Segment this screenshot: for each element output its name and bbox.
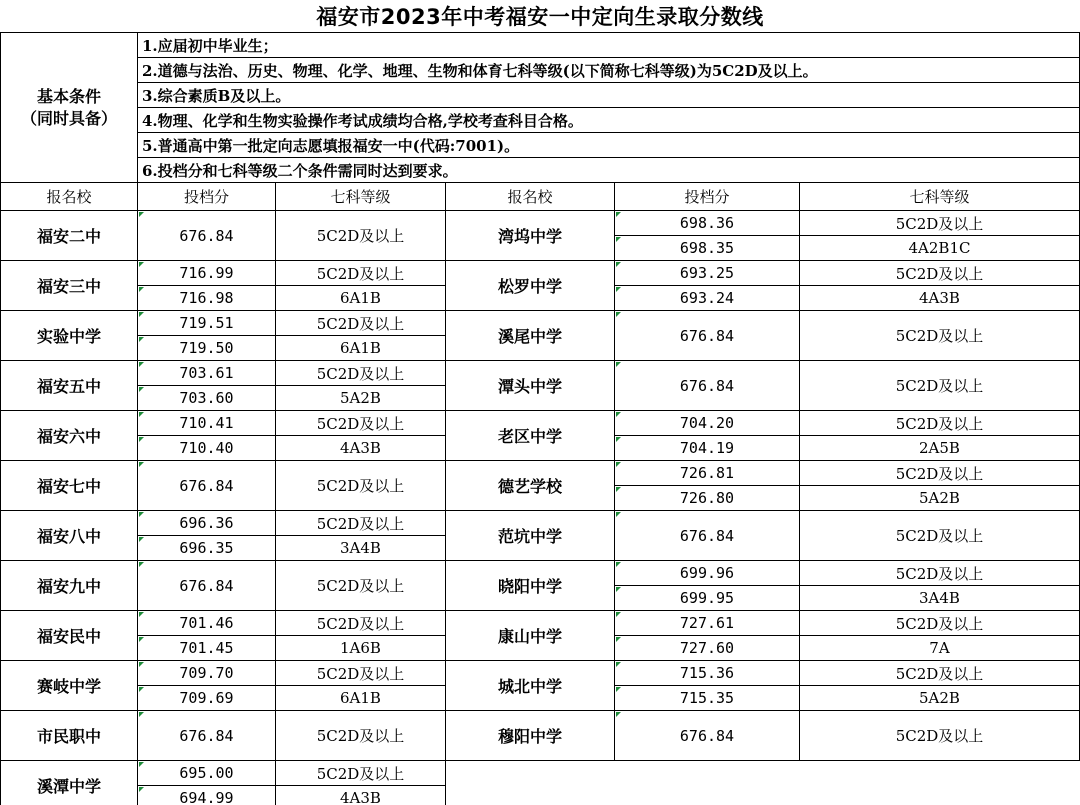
- score-cell: 676.84: [615, 361, 800, 411]
- score-cell: 709.70: [138, 661, 276, 686]
- score-cell: 694.99: [138, 786, 276, 805]
- school-name: 潭头中学: [446, 361, 615, 411]
- score-cell: 695.00: [138, 761, 276, 786]
- cell-marker-icon: [616, 612, 621, 617]
- cell-marker-icon: [139, 337, 144, 342]
- grade-cell: 5C2D及以上: [276, 711, 446, 761]
- header-score-left: 投档分: [138, 183, 276, 211]
- condition-line-1: 1.应届初中毕业生；: [138, 33, 1080, 58]
- score-cell: 703.61: [138, 361, 276, 386]
- score-cell: 698.35: [615, 236, 800, 261]
- score-cell: 726.81: [615, 461, 800, 486]
- score-cell: 693.25: [615, 261, 800, 286]
- score-cell: 726.80: [615, 486, 800, 511]
- condition-line-3: 3.综合素质B及以上。: [138, 83, 1080, 108]
- cell-marker-icon: [139, 362, 144, 367]
- grade-cell: 4A3B: [276, 436, 446, 461]
- conditions-label-sub: （同时具备）: [20, 108, 117, 128]
- score-cell: 719.50: [138, 336, 276, 361]
- cell-marker-icon: [616, 287, 621, 292]
- score-cell: 699.96: [615, 561, 800, 586]
- school-name: 湾坞中学: [446, 211, 615, 261]
- cell-marker-icon: [139, 787, 144, 792]
- score-cell: 716.98: [138, 286, 276, 311]
- grade-cell: 5C2D及以上: [276, 411, 446, 436]
- grade-cell: 5C2D及以上: [276, 461, 446, 511]
- cell-marker-icon: [139, 262, 144, 267]
- grade-cell: 3A4B: [800, 586, 1080, 611]
- cell-marker-icon: [616, 462, 621, 467]
- cell-marker-icon: [139, 387, 144, 392]
- cell-marker-icon: [616, 437, 621, 442]
- score-cell: 710.41: [138, 411, 276, 436]
- header-grade-right: 七科等级: [800, 183, 1080, 211]
- header-grade-left: 七科等级: [276, 183, 446, 211]
- grade-cell: 5C2D及以上: [800, 561, 1080, 586]
- cell-marker-icon: [139, 412, 144, 417]
- cell-marker-icon: [139, 762, 144, 767]
- score-cell: 701.45: [138, 636, 276, 661]
- grade-cell: 2A5B: [800, 436, 1080, 461]
- condition-line-4: 4.物理、化学和生物实验操作考试成绩均合格,学校考查科目合格。: [138, 108, 1080, 133]
- score-cell: 703.60: [138, 386, 276, 411]
- grade-cell: 5C2D及以上: [276, 211, 446, 261]
- grade-cell: 4A2B1C: [800, 236, 1080, 261]
- school-name: 德艺学校: [446, 461, 615, 511]
- school-name: 福安民中: [0, 611, 138, 661]
- score-cell: 727.61: [615, 611, 800, 636]
- cell-marker-icon: [616, 237, 621, 242]
- cell-marker-icon: [139, 212, 144, 217]
- score-cell: 676.84: [138, 711, 276, 761]
- conditions-label-main: 基本条件: [36, 86, 101, 106]
- school-name: 福安五中: [0, 361, 138, 411]
- grade-cell: 1A6B: [276, 636, 446, 661]
- grade-cell: 5A2B: [276, 386, 446, 411]
- school-name: 福安八中: [0, 511, 138, 561]
- school-name: 晓阳中学: [446, 561, 615, 611]
- grade-cell: 5C2D及以上: [276, 761, 446, 786]
- score-cell: 719.51: [138, 311, 276, 336]
- school-name: 范坑中学: [446, 511, 615, 561]
- score-cell: 701.46: [138, 611, 276, 636]
- cell-marker-icon: [139, 312, 144, 317]
- grade-cell: 4A3B: [800, 286, 1080, 311]
- grade-cell: 5C2D及以上: [800, 611, 1080, 636]
- cell-marker-icon: [616, 487, 621, 492]
- cell-marker-icon: [616, 362, 621, 367]
- cell-marker-icon: [616, 212, 621, 217]
- score-cell: 676.84: [138, 211, 276, 261]
- grade-cell: 5C2D及以上: [276, 311, 446, 336]
- grade-cell: 5C2D及以上: [276, 361, 446, 386]
- condition-line-5: 5.普通高中第一批定向志愿填报福安一中(代码:7001)。: [138, 133, 1080, 158]
- school-name: 福安三中: [0, 261, 138, 311]
- score-cell: 698.36: [615, 211, 800, 236]
- school-name: 溪潭中学: [0, 761, 138, 805]
- grade-cell: 5A2B: [800, 686, 1080, 711]
- grade-cell: 5C2D及以上: [276, 661, 446, 686]
- conditions-label: [0, 33, 138, 183]
- cell-marker-icon: [139, 537, 144, 542]
- school-name: 城北中学: [446, 661, 615, 711]
- score-cell: 704.20: [615, 411, 800, 436]
- grade-cell: 5C2D及以上: [276, 511, 446, 536]
- school-name: 福安九中: [0, 561, 138, 611]
- score-cell: 676.84: [615, 711, 800, 761]
- cell-marker-icon: [616, 687, 621, 692]
- grade-cell: 5A2B: [800, 486, 1080, 511]
- school-name: 松罗中学: [446, 261, 615, 311]
- score-cell: 727.60: [615, 636, 800, 661]
- cell-marker-icon: [139, 562, 144, 567]
- cell-marker-icon: [616, 637, 621, 642]
- grade-cell: 6A1B: [276, 286, 446, 311]
- cell-marker-icon: [616, 262, 621, 267]
- school-name: 溪尾中学: [446, 311, 615, 361]
- school-name: 康山中学: [446, 611, 615, 661]
- school-name: 穆阳中学: [446, 711, 615, 761]
- score-cell: 676.84: [138, 461, 276, 511]
- grade-cell: 5C2D及以上: [276, 561, 446, 611]
- header-school-right: 报名校: [446, 183, 615, 211]
- cell-marker-icon: [139, 637, 144, 642]
- score-cell: 710.40: [138, 436, 276, 461]
- grade-cell: 7A: [800, 636, 1080, 661]
- cell-marker-icon: [139, 712, 144, 717]
- score-cell: 709.69: [138, 686, 276, 711]
- school-name: 赛岐中学: [0, 661, 138, 711]
- cell-marker-icon: [139, 287, 144, 292]
- cell-marker-icon: [139, 462, 144, 467]
- page-title: 福安市2023年中考福安一中定向生录取分数线: [0, 0, 1080, 33]
- header-school-left: 报名校: [0, 183, 138, 211]
- condition-line-6: 6.投档分和七科等级二个条件需同时达到要求。: [138, 158, 1080, 183]
- grade-cell: 5C2D及以上: [800, 211, 1080, 236]
- cell-marker-icon: [616, 587, 621, 592]
- cell-marker-icon: [616, 512, 621, 517]
- grade-cell: 5C2D及以上: [800, 511, 1080, 561]
- grade-cell: 6A1B: [276, 336, 446, 361]
- score-cell: 715.36: [615, 661, 800, 686]
- cell-marker-icon: [616, 412, 621, 417]
- cell-marker-icon: [139, 612, 144, 617]
- score-cell: 715.35: [615, 686, 800, 711]
- score-cell: 696.35: [138, 536, 276, 561]
- cell-marker-icon: [616, 562, 621, 567]
- school-name: 实验中学: [0, 311, 138, 361]
- cell-marker-icon: [139, 437, 144, 442]
- grade-cell: 6A1B: [276, 686, 446, 711]
- school-name: 老区中学: [446, 411, 615, 461]
- grade-cell: 5C2D及以上: [276, 261, 446, 286]
- school-name: 福安七中: [0, 461, 138, 511]
- cell-marker-icon: [616, 662, 621, 667]
- grade-cell: 5C2D及以上: [800, 661, 1080, 686]
- school-name: 福安六中: [0, 411, 138, 461]
- grade-cell: 5C2D及以上: [800, 411, 1080, 436]
- cell-marker-icon: [616, 312, 621, 317]
- grade-cell: 5C2D及以上: [276, 611, 446, 636]
- grade-cell: 4A3B: [276, 786, 446, 805]
- score-cell: 676.84: [615, 511, 800, 561]
- score-cell: 699.95: [615, 586, 800, 611]
- grade-cell: 5C2D及以上: [800, 311, 1080, 361]
- score-cell: 704.19: [615, 436, 800, 461]
- score-cell: 676.84: [615, 311, 800, 361]
- grade-cell: 5C2D及以上: [800, 361, 1080, 411]
- school-name: 福安二中: [0, 211, 138, 261]
- cell-marker-icon: [616, 712, 621, 717]
- header-score-right: 投档分: [615, 183, 800, 211]
- score-cell: 716.99: [138, 261, 276, 286]
- score-cell: 696.36: [138, 511, 276, 536]
- score-cell: 676.84: [138, 561, 276, 611]
- score-cell: 693.24: [615, 286, 800, 311]
- condition-line-2: 2.道德与法治、历史、物理、化学、地理、生物和体育七科等级(以下简称七科等级)为5C2D及以上。: [138, 58, 1080, 83]
- cell-marker-icon: [139, 662, 144, 667]
- grade-cell: 5C2D及以上: [800, 711, 1080, 761]
- grade-cell: 5C2D及以上: [800, 261, 1080, 286]
- cell-marker-icon: [139, 687, 144, 692]
- grade-cell: 3A4B: [276, 536, 446, 561]
- grade-cell: 5C2D及以上: [800, 461, 1080, 486]
- school-name: 市民职中: [0, 711, 138, 761]
- cell-marker-icon: [139, 512, 144, 517]
